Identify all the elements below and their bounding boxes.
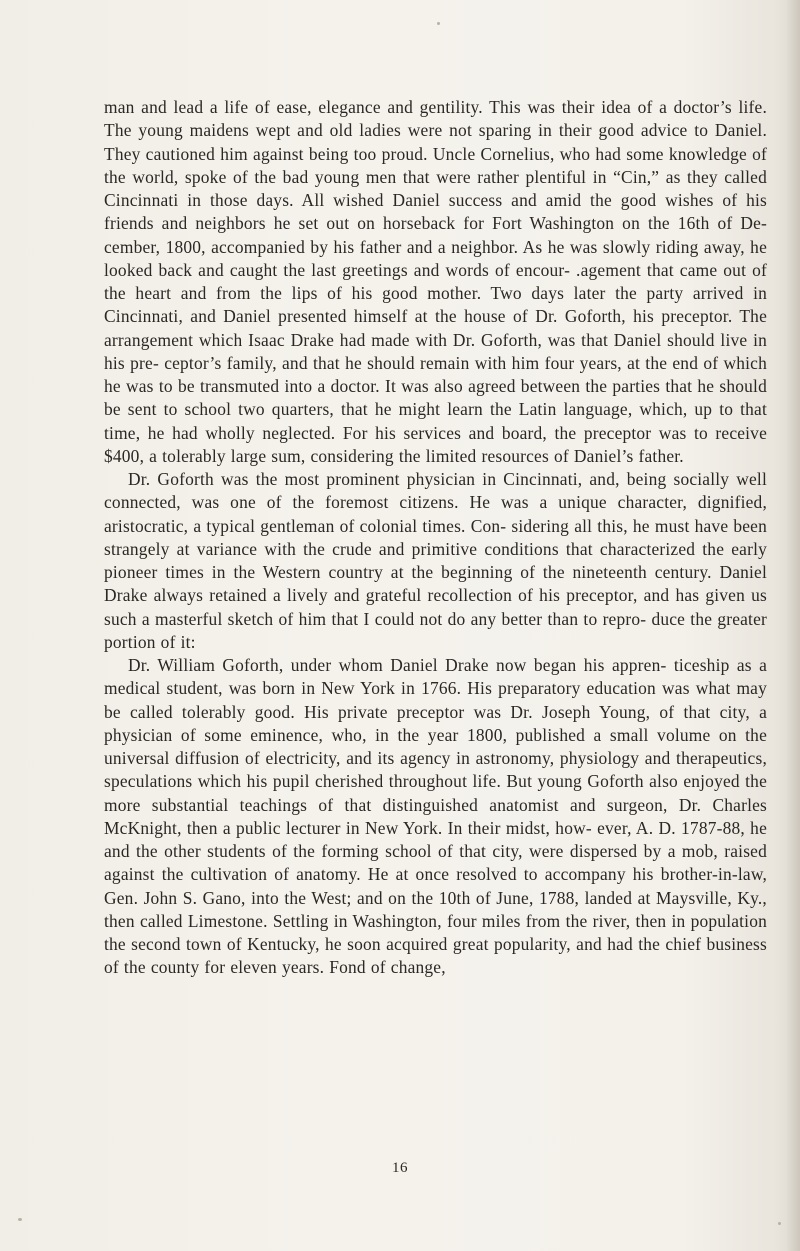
paragraph-continuation: man and lead a life of ease, elegance and gentility. This was their idea of a doctor’s life. The young maidens wept and old ladies were not sparing in their good advice to Daniel. They cautioned him against being too proud. Uncle Cornelius, who had some knowledge of the world, spoke of the bad young men that were rather plentiful in “Cin,” as they called Cincinnati in those days. All wished Daniel success and amid the good wishes of his friends and neighbors he set out on horseback for Fort Washington on the 16th of De- cember, 1800, accompanied by his father and a neighbor. As he was slowly riding away, he looked back and caught the last greetings and words of encour- .agement that came out of the heart and from the lips of his good mother. Two days later the party arrived in Cincinnati, and Daniel presented himself at the house of Dr. Goforth, his preceptor. The arrangement which Isaac Drake had made with Dr. Goforth, was that Daniel should live in his pre- ceptor’s family, and that he should remain with him four years, at the end of which he was to be transmuted into a doctor. It was also agreed between the parties that he should be sent to school two quarters, that he might learn the Latin language, which, up to that time, he had wholly neglected. For his services and board, the preceptor was to receive $400, a tolerably large sum, considering the limited resources of Daniel’s father. [104, 97, 767, 466]
paper-speck [18, 1218, 22, 1221]
page-number: 16 [392, 1160, 408, 1176]
page-edge-shadow [786, 0, 800, 1251]
paper-speck [778, 1222, 781, 1225]
body-text [104, 96, 767, 980]
paper-speck [437, 22, 440, 25]
paragraph-goforth-description: Dr. Goforth was the most prominent physician in Cincinnati, and, being socially well connected, was one of the foremost citizens. He was a unique character, dignified, aristocratic, a typical gentleman of colonial times. Con- sidering all this, he must have been strangely at variance with the crude and primitive conditions that characterized the early pioneer times in the Western country at the beginning of the nineteenth century. Daniel Drake always retained a lively and grateful recollection of his preceptor, and has given us such a masterful sketch of him that I could not do any better than to repro- duce the greater portion of it: [104, 469, 767, 652]
paragraph-goforth-biography: Dr. William Goforth, under whom Daniel Drake now began his appren- ticeship as a medical student, was born in New York in 1766. His preparatory education was what may be called tolerably good. His private preceptor was Dr. Joseph Young, of that city, a physician of some eminence, who, in the year 1800, published a small volume on the universal diffusion of electricity, and its agency in astronomy, physiology and therapeutics, speculations which his pupil cherished throughout life. But young Goforth also enjoyed the more substantial teachings of that distinguished anatomist and surgeon, Dr. Charles McKnight, then a public lecturer in New York. In their midst, how- ever, A. D. 1787-88, he and the other students of the forming school of that city, were dispersed by a mob, raised against the cultivation of anatomy. He at once resolved to accompany his brother-in-law, Gen. John S. Gano, into the West; and on the 10th of June, 1788, landed at Maysville, Ky., then called Limestone. Settling in Washington, four miles from the river, then in population the second town of Kentucky, he soon acquired great popularity, and had the chief business of the county for eleven years. Fond of change, [104, 655, 767, 978]
